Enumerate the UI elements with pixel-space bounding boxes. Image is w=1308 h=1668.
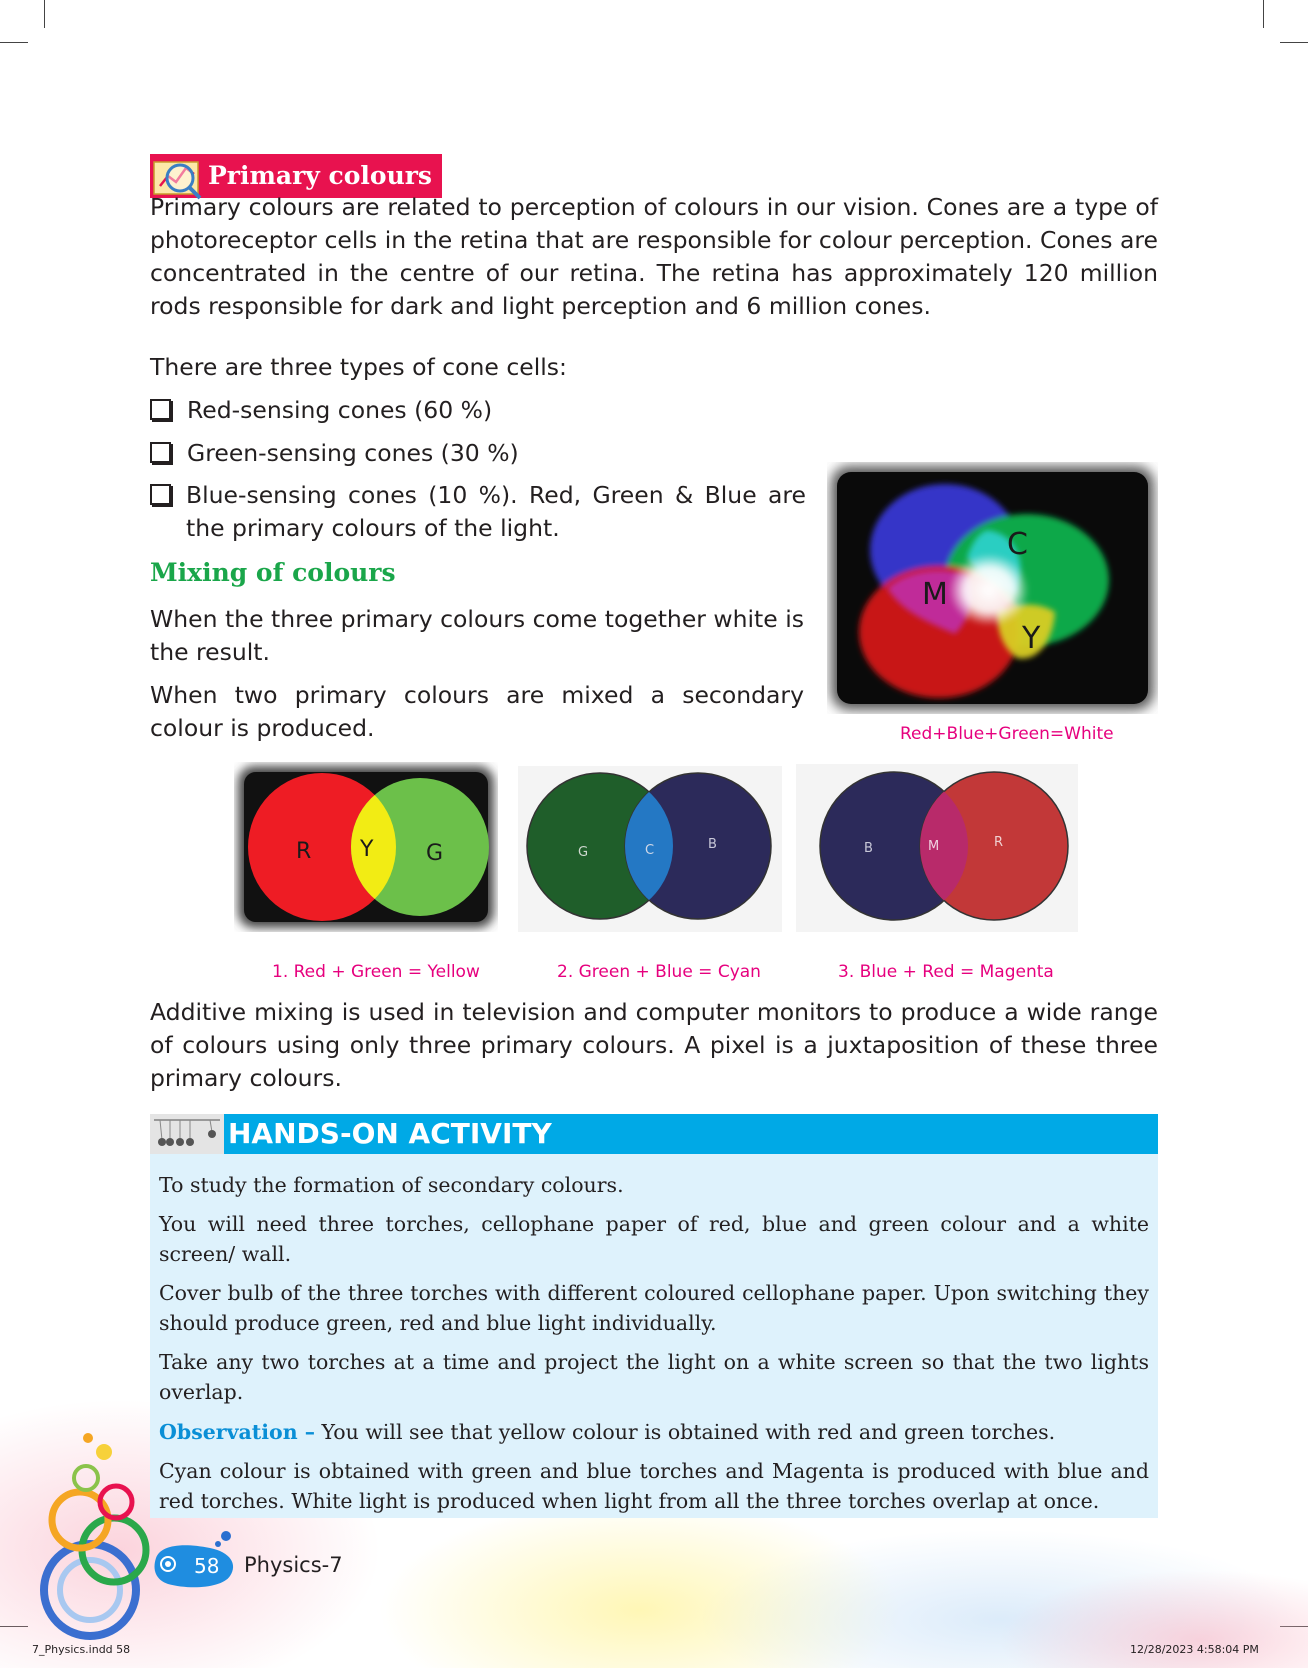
slug-right: 12/28/2023 4:58:04 PM xyxy=(1130,1643,1259,1656)
pair-caption: 3. Blue + Red = Magenta xyxy=(838,962,1054,982)
activity-observation xyxy=(159,1417,1149,1447)
diagram-label: G xyxy=(426,841,444,866)
diagram-label: B xyxy=(708,837,717,852)
diagram-label: G xyxy=(578,845,589,860)
page-number: 58 xyxy=(194,1554,220,1578)
observation-text: You will see that yellow colour is obtained with red and green torches. xyxy=(315,1420,1056,1444)
green-blue-diagram xyxy=(518,766,782,932)
mixing-heading: Mixing of colours xyxy=(150,558,396,587)
activity-aim: To study the formation of secondary colours. xyxy=(159,1173,624,1197)
rgb-mixing-diagram xyxy=(827,462,1158,714)
activity-header xyxy=(150,1114,1158,1154)
checkbox-icon xyxy=(150,484,171,505)
list-item xyxy=(150,437,519,470)
activity-materials: You will need three torches, cellophane paper of red, blue and green colour and a white screen/ wall. xyxy=(159,1212,1149,1266)
intro-paragraph: Primary colours are related to perception of colours in our vision. Cones are a type of photoreceptor cells in the retina that are responsible for colour perception. Cones are concentrated in the centre of our retina. The retina has approximately 120 million rods responsible for dark and light perception and 6 million cones. xyxy=(150,193,1158,320)
section-title: Primary colours xyxy=(208,161,433,190)
mixing-paragraph-2: When two primary colours are mixed a secondary colour is produced. xyxy=(150,681,804,742)
diagram-label: B xyxy=(864,841,873,856)
crop-mark xyxy=(0,42,28,43)
diagram-label: R xyxy=(296,839,312,864)
checkbox-icon xyxy=(150,399,171,420)
list-item-text: Red-sensing cones (60 %) xyxy=(187,396,493,424)
diagram-label: Y xyxy=(360,837,374,862)
checkbox-icon xyxy=(150,442,171,463)
book-name: Physics-7 xyxy=(244,1553,343,1577)
pair-caption: 1. Red + Green = Yellow xyxy=(272,962,480,982)
crop-mark xyxy=(1280,42,1308,43)
additive-mixing-paragraph: Additive mixing is used in television and computer monitors to produce a wide range of colours using only three primary colours. A pixel is a juxtaposition of these three primary colours. xyxy=(150,998,1158,1092)
blue-red-diagram xyxy=(796,764,1078,932)
diagram-label: M xyxy=(922,577,948,612)
observation-label: Observation – xyxy=(159,1420,315,1444)
mixing-paragraph-1: When the three primary colours come together white is the result. xyxy=(150,605,804,666)
diagram-label: C xyxy=(1007,527,1028,562)
main-diagram-caption: Red+Blue+Green=White xyxy=(900,724,1114,744)
bubbles-decoration xyxy=(40,1430,150,1665)
crop-mark xyxy=(1263,0,1264,28)
diagram-label: Y xyxy=(1022,621,1041,656)
slug-left: 7_Physics.indd 58 xyxy=(32,1643,131,1656)
list-item xyxy=(150,479,187,512)
cone-types-intro: There are three types of cone cells: xyxy=(150,353,567,381)
diagram-label: C xyxy=(645,843,655,858)
diagram-label: M xyxy=(928,839,940,854)
activity-step-2: Take any two torches at a time and project the light on a white screen so that the two lights overlap. xyxy=(159,1350,1149,1404)
activity-conclusion: Cyan colour is obtained with green and blue torches and Magenta is produced with blue and red torches. White light is produced when light from all the three torches overlap at once. xyxy=(159,1459,1149,1513)
activity-step-1: Cover bulb of the three torches with different coloured cellophane paper. Upon switching they should produce green, red and blue light individually. xyxy=(159,1281,1149,1335)
diagram-label: R xyxy=(994,835,1004,850)
list-item xyxy=(150,394,492,427)
activity-title: HANDS-ON ACTIVITY xyxy=(228,1117,552,1150)
red-green-diagram xyxy=(234,762,498,932)
newtons-cradle-icon xyxy=(150,1114,224,1154)
list-item-text: Green-sensing cones (30 %) xyxy=(187,439,519,467)
pair-caption: 2. Green + Blue = Cyan xyxy=(557,962,761,982)
list-item-text: Blue-sensing cones (10 %). Red, Green & Blue are the primary colours of the light. xyxy=(186,481,806,542)
crop-mark xyxy=(44,0,45,28)
